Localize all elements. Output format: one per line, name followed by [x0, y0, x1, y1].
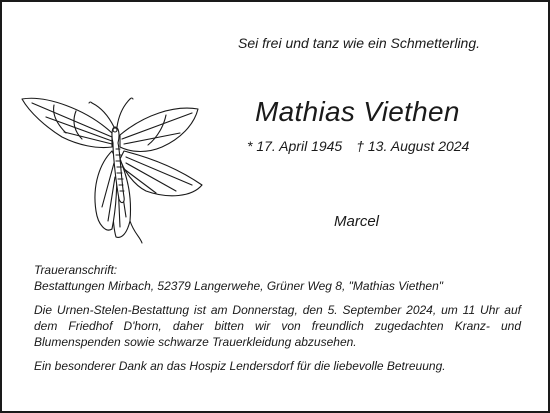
funeral-details: [34, 262, 521, 374]
funeral-home-address: Bestattungen Mirbach, 52379 Langerwehe, Grüner Weg 8, "Mathias Viethen": [34, 279, 443, 293]
address-label: Traueranschrift:: [34, 263, 118, 277]
mourner-name: Marcel: [334, 213, 380, 230]
deceased-name: Mathias Viethen: [255, 96, 460, 127]
funeral-info: Die Urnen-Stelen-Bestattung ist am Donnerstag, den 5. September 2024, um 11 Uhr auf dem Friedhof D'horn, daher bitten wir von freundlich zugedachten Kranz- und Blumenspenden sowie schwarze Trauerkleidung abzusehen.: [34, 303, 521, 349]
birth-date: * 17. April 1945: [247, 138, 343, 154]
butterfly-illustration: [16, 87, 216, 247]
life-dates: [247, 138, 469, 154]
motto: Sei frei und tanz wie ein Schmetterling.: [238, 35, 481, 51]
death-date: † 13. August 2024: [356, 138, 470, 154]
thanks-note: Ein besonderer Dank an das Hospiz Lendersdorf für die liebevolle Betreuung.: [34, 359, 446, 373]
